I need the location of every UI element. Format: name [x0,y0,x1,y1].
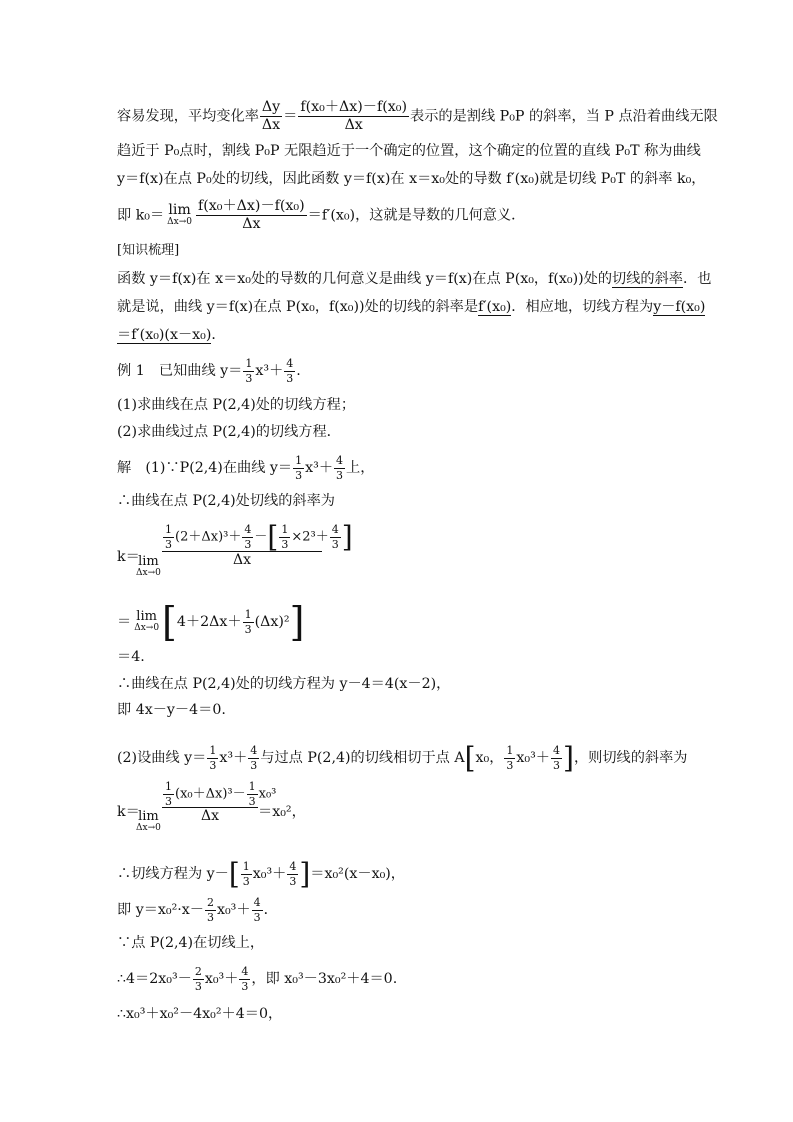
d: 3 [506,758,514,772]
n: 2 [194,965,202,978]
denominator: Δx [344,116,363,133]
right-bracket: ] [299,856,311,891]
text: 函数 y＝f(x)在 x＝x₀处的导数的几何意义是曲线 y＝f(x)在点 P(x₀，f(x₀))处的 [117,271,613,287]
denominator: Δx [242,215,261,232]
limit-symbol [167,203,192,227]
d: 3 [194,979,202,993]
solution-eq-2 [117,598,305,646]
n: 4 [553,743,560,757]
text: (2)设曲线 y＝ [117,750,207,766]
limit-symbol [134,610,159,633]
left-paren-bracket: [ [464,740,476,775]
fraction-four-thirds [284,358,295,384]
lim-subscript: Δx→0 [136,822,161,833]
text: ∴4＝2x₀³－ [117,971,192,988]
lim-subscript: Δx→0 [136,567,161,578]
fraction-four-thirds [242,524,253,550]
fraction-four-thirds [287,861,298,887]
n: 1 [244,607,252,621]
d: 3 [209,758,217,772]
solution-line-5: 即 4x－y－4＝0. [117,702,226,718]
example-statement [117,358,301,384]
knowledge-line-2 [117,297,705,317]
d: 3 [244,537,252,551]
tangent-line-4 [117,966,397,992]
d: 3 [253,910,261,924]
text: x³＋ [255,363,284,380]
difference-quotient-2 [162,780,277,825]
fraction-four-thirds [239,966,250,992]
k2-result: ＝x₀²， [258,804,306,820]
denominator: 3 [336,468,344,482]
left-bracket: [ [267,519,279,554]
fraction-one-third [243,609,254,635]
denominator: Δx [232,552,251,568]
d: 3 [250,758,258,772]
fraction-two-thirds [193,966,204,992]
n: 4 [244,522,252,536]
lim-subscript: Δx→0 [134,623,160,634]
d: 3 [241,979,249,993]
d: 3 [331,537,339,551]
numerator: 4 [336,454,344,467]
text: x³＋ [305,460,334,477]
text: ． [263,902,278,919]
d: 3 [281,537,289,551]
fraction-one-third [293,455,304,481]
fraction-dy-dx [260,100,282,133]
n: 4 [289,859,297,873]
text: ＝ [283,108,298,125]
text: ．相应地，切线方程为 [511,299,654,315]
fraction-four-thirds [330,524,341,550]
d: 3 [248,794,256,808]
text: x₀， [475,750,504,766]
blank-answer: f′(x₀) [478,299,512,315]
solution-line-4: ∴曲线在点 P(2,4)处的切线方程为 y－4＝4(x－2)， [117,676,451,692]
left-bracket: [ [162,598,177,646]
intro-line-4 [117,199,525,232]
solution-line-2: ∴曲线在点 P(2,4)处切线的斜率为 [117,493,335,509]
right-bracket: ] [341,519,353,554]
numerator [162,780,277,808]
blank-answer: ＝f′(x₀)(x－x₀) [117,327,212,343]
limit-symbol [136,810,161,833]
lim-text: lim [168,202,191,219]
numerator: 1 [245,357,253,370]
lim-subscript: Δx→0 [167,217,193,228]
tangent-line-2 [117,897,278,923]
d: 3 [553,758,560,772]
knowledge-heading: [知识梳理] [117,243,180,258]
fraction-one-third [243,358,254,384]
text: x³＋ [219,750,248,766]
text: 解 (1)∵P(2,4)在曲线 y＝ [117,460,293,477]
text: 即 y＝x₀²·x－ [117,902,204,919]
numerator: 1 [295,454,303,467]
fraction-difference-quotient [298,100,409,133]
text: k＝ [117,804,140,820]
denominator: Δx [261,116,281,133]
text: ＝x₀²(x－x₀)， [310,866,405,882]
n: 1 [209,743,217,757]
numerator [162,519,353,554]
n: 4 [253,896,261,909]
right-bracket: ] [289,598,305,646]
fraction-four-thirds [551,745,562,771]
text: x₀³＋ [204,971,239,988]
text: 4＋2Δx＋ [176,614,242,630]
d: 3 [165,537,172,551]
solution-eq-3: ＝4. [117,649,145,665]
n: 2 [206,896,214,909]
numerator: Δy [261,99,281,115]
fraction-one-third [241,861,252,887]
text: ＝f′(x₀)，这就是导数的几何意义． [307,207,526,224]
text: ×2³＋ [291,529,329,545]
fraction-four-thirds [252,897,263,923]
lim-text: lim [138,554,159,569]
text: ＝ [117,614,132,630]
text: 表示的是割线 P₀P 的斜率，当 P 点沿着曲线无限 [410,108,718,125]
text: . [296,363,301,380]
lim-text: lim [136,609,157,625]
text: k＝ [117,549,140,565]
text: (x₀＋Δx)³－ [175,786,246,802]
solution-line-1 [117,455,374,481]
text: 与过点 P(2,4)的切线相切于点 A [260,750,465,766]
text: ，即 x₀³－3x₀²＋4＝0. [251,971,398,988]
n: 1 [506,743,514,757]
d: 3 [206,910,214,924]
tangent-line-3: ∵点 P(2,4)在切线上， [117,935,265,951]
text: 例 1 已知曲线 y＝ [117,363,243,380]
n: 1 [281,522,289,536]
fraction-one-third [163,524,174,550]
denominator: 3 [286,371,294,385]
numerator: f(x₀＋Δx)－f(x₀) [300,99,408,115]
blank-answer: 切线的斜率 [612,271,683,287]
n: 1 [165,522,172,536]
fraction-one-third [504,745,515,771]
text: (2＋Δx)³＋ [175,529,242,545]
n: 1 [242,859,250,873]
numerator: f(x₀＋Δx)－f(x₀) [198,198,305,214]
text: x₀³＋ [216,902,251,919]
denominator: 3 [295,468,303,482]
fraction-one-third [207,745,218,771]
lim-text: lim [138,809,159,824]
fraction-one-third [247,781,258,807]
tangent-line-5: ∴x₀³＋x₀²－4x₀²＋4＝0， [117,1006,283,1022]
knowledge-line-1 [117,269,711,289]
n: 4 [331,522,339,536]
knowledge-line-3 [117,325,226,345]
denominator: 3 [245,371,253,385]
text: 就是说，曲线 y＝f(x)在点 P(x₀，f(x₀))处的切线的斜率是 [117,299,479,315]
text: 上， [346,460,375,477]
text: ．也 [683,271,712,287]
text: 容易发现，平均变化率 [117,108,259,125]
blank-answer: y－f(x₀) [653,299,706,315]
n: 4 [250,743,258,757]
n: 4 [241,965,249,978]
n: 1 [248,780,256,793]
fraction-four-thirds [334,455,345,481]
d: 3 [242,874,250,888]
text: 即 k₀＝ [117,207,165,224]
fraction-derivative [196,199,307,232]
question-2: (2)求曲线过点 P(2,4)的切线方程． [117,424,341,440]
text: x₀³ [258,786,277,802]
intro-line-1 [117,100,718,133]
denominator: Δx [200,808,219,825]
fraction-four-thirds [248,745,259,771]
text: ∴切线方程为 y－ [117,866,229,882]
fraction-one-third [279,524,290,550]
text: x₀³＋ [516,750,550,766]
intro-line-3: y＝f(x)在点 P₀处的切线，因此函数 y＝f(x)在 x＝x₀处的导数 f′(x₀)就是切线 P₀T 的斜率 k₀， [117,171,706,187]
right-paren-bracket: ] [563,740,574,775]
d: 3 [289,874,297,888]
text: ，则切线的斜率为 [573,750,688,766]
limit-symbol [136,555,161,578]
d: 3 [244,622,252,636]
n: 1 [165,780,172,793]
difference-quotient-1 [162,519,353,568]
left-bracket: [ [228,856,240,891]
text: － [254,529,268,545]
text: x₀³＋ [252,866,287,882]
tangent-line-1 [117,856,405,891]
part2-line-1 [117,740,688,775]
fraction-one-third [163,781,174,807]
intro-line-2: 趋近于 P₀点时，割线 P₀P 无限趋近于一个确定的位置，这个确定的位置的直线 P₀T 称为曲线 [117,143,701,159]
text: (Δx)² [254,614,290,630]
fraction-two-thirds [205,897,216,923]
text: ． [211,327,226,343]
d: 3 [165,794,172,808]
question-1: (1)求曲线在点 P(2,4)处的切线方程； [117,397,356,413]
numerator: 4 [286,357,294,370]
